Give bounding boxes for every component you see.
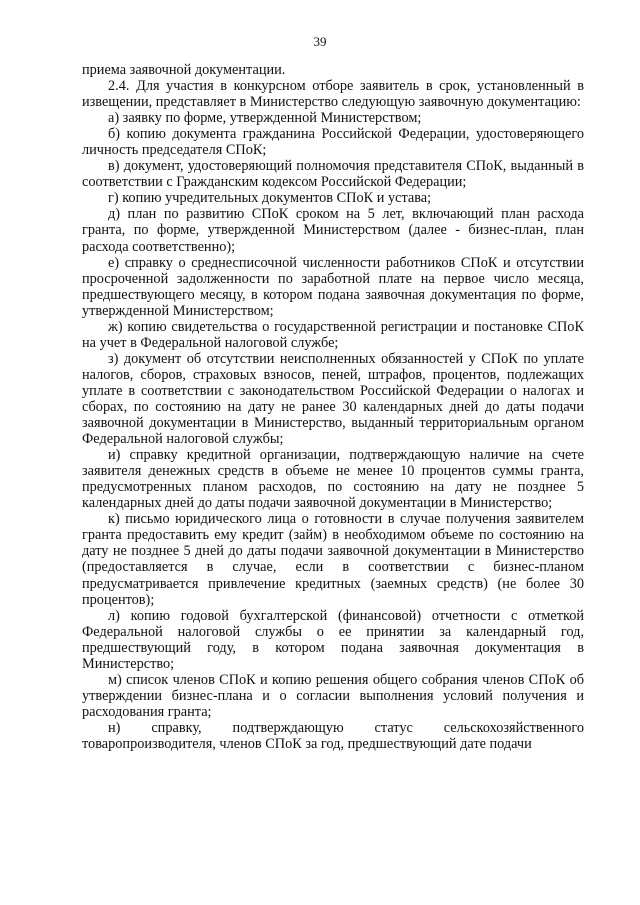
- paragraph-section-2-4: 2.4. Для участия в конкурсном отборе заявитель в срок, установленный в извещении, представляет в Министерство следующую заявочную документацию:: [82, 78, 584, 111]
- paragraph-continuation: приема заявочной документации.: [82, 62, 286, 78]
- list-item-i: и) справку кредитной организации, подтверждающую наличие на счете заявителя денежных средств в объеме не менее 10 процентов суммы гранта, предусмотренных планом расходов, по состоянию на дату не позднее 5 календарных дней до даты подачи заявочной документации в Министерство;: [82, 447, 584, 512]
- list-item-z: з) документ об отсутствии неисполненных обязанностей у СПоК по уплате налогов, сборов, страховых взносов, пеней, штрафов, процентов, подлежащих уплате в соответствии с законодательством Российской Федерации о налогах и сборах, по состоянию на дату не ранее 30 календарных дней до даты подачи заявочной документации в Министерство, выданный территориальным органом Федеральной налоговой службы;: [82, 350, 584, 448]
- list-item-e: е) справку о среднесписочной численности работников СПоК и отсутствии просроченной задолженности по заработной плате на первое число месяца, предшествующего месяцу, в котором подана заявочная документация по форме, утвержденной Министерством;: [82, 254, 584, 319]
- list-item-g: г) копию учредительных документов СПоК и устава;: [108, 190, 432, 207]
- list-item-n: н) справку, подтверждающую статус сельскохозяйственного товаропроизводителя, членов СПоК за год, предшествующий дате подачи: [82, 719, 584, 752]
- list-item-zh: ж) копию свидетельства о государственной регистрации и постановке СПоК на учет в Федеральной налоговой службе;: [82, 318, 584, 351]
- document-body: [82, 62, 584, 752]
- list-item-l: л) копию годовой бухгалтерской (финансовой) отчетности с отметкой Федеральной налоговой службы о ее принятии за календарный год, предшествующий году, в котором подана заявочная документация в Министерство;: [82, 607, 584, 672]
- list-item-v: в) документ, удостоверяющий полномочия представителя СПоК, выданный в соответствии с Гражданским кодексом Российской Федерации;: [82, 158, 584, 191]
- list-item-m: м) список членов СПоК и копию решения общего собрания членов СПоК об утверждении бизнес-плана и о согласии выполнения условий получения и расходования гранта;: [82, 671, 584, 720]
- page-number: 39: [313, 34, 327, 49]
- list-item-a: а) заявку по форме, утвержденной Министерством;: [108, 110, 422, 127]
- list-item-k: к) письмо юридического лица о готовности в случае получения заявителем гранта предоставить ему кредит (займ) в необходимом объеме по состоянию на дату не позднее 5 дней до даты подачи заявочной документации в Министерство (предоставляется в случае, если в соответствии с бизнес-планом предусматривается привлечение кредитных (заемных средств) (не более 30 процентов);: [82, 511, 584, 608]
- list-item-b: б) копию документа гражданина Российской Федерации, удостоверяющего личность председателя СПоК;: [82, 126, 584, 159]
- list-item-d: д) план по развитию СПоК сроком на 5 лет, включающий план расхода гранта, по форме, утвержденной Министерством (далее - бизнес-план, план расхода соответственно);: [82, 206, 584, 255]
